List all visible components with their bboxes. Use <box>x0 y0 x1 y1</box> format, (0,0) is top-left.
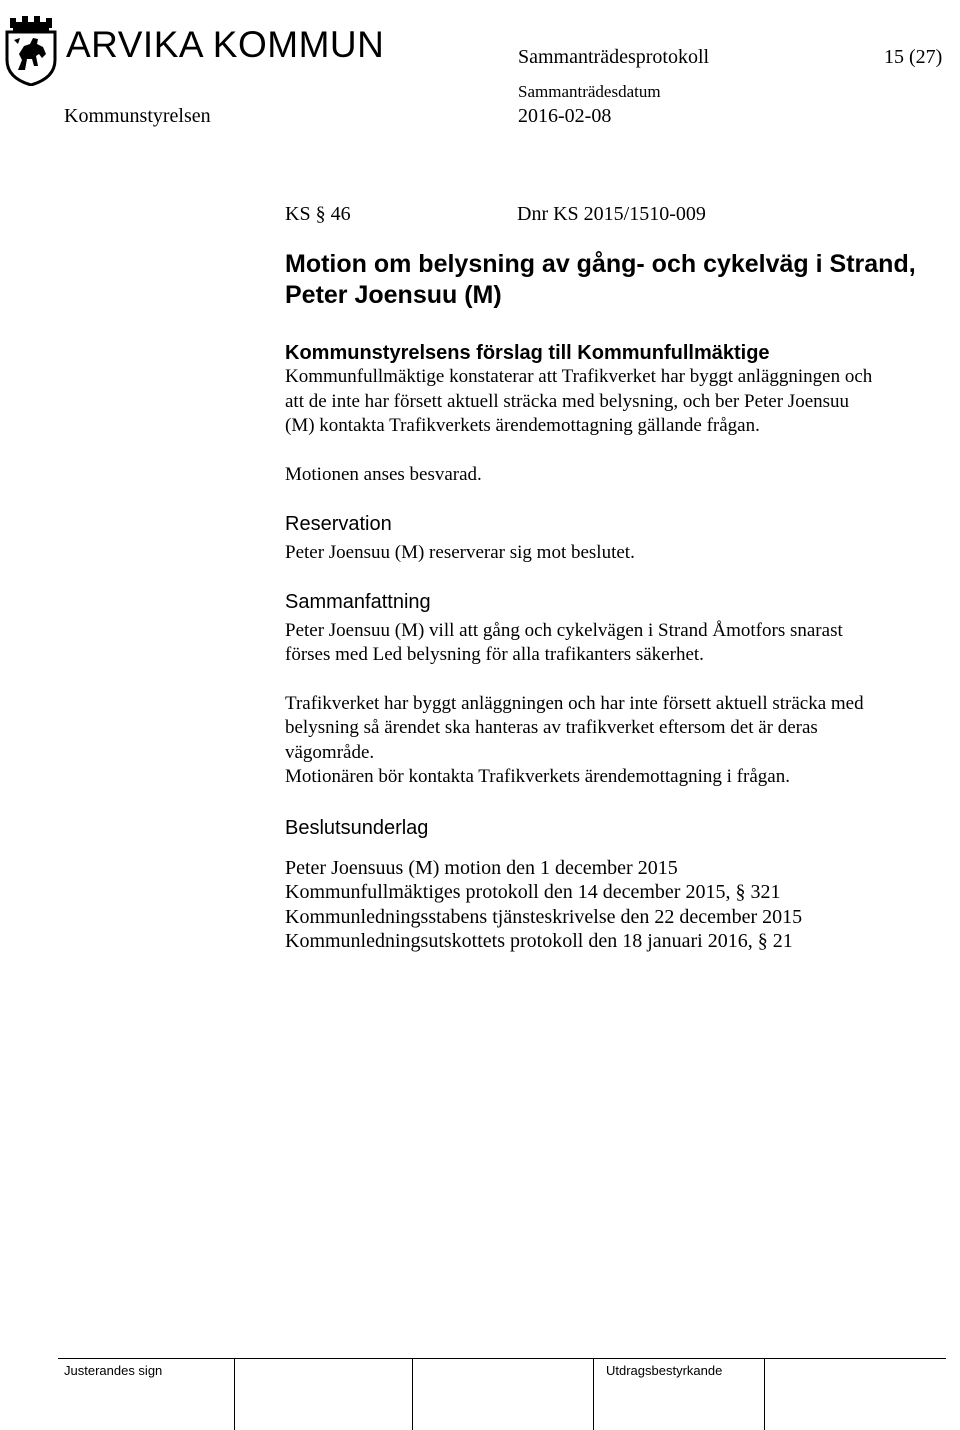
basis-list-item: Kommunledningsutskottets protokoll den 18 januari 2016, § 21 <box>285 930 793 952</box>
signature-footer <box>0 1358 960 1430</box>
footer-divider <box>234 1358 235 1430</box>
footer-rule <box>58 1358 946 1359</box>
text-line: Peter Joensuu (M) vill att gång och cykelvägen i Strand Åmotfors snarast <box>285 619 843 641</box>
basis-list-item: Kommunfullmäktiges protokoll den 14 december 2015, § 321 <box>285 881 781 903</box>
footer-divider <box>412 1358 413 1430</box>
text-line: Kommunfullmäktige konstaterar att Trafikverket har byggt anläggningen och <box>285 366 873 387</box>
case-title-line: Motion om belysning av gång- och cykelväg i Strand, <box>285 250 916 278</box>
text-line: (M) kontakta Trafikverkets ärendemottagning gällande frågan. <box>285 415 760 436</box>
text-line: Motionären bör kontakta Trafikverkets ärendemottagning i frågan. <box>285 766 790 787</box>
basis-list <box>285 856 947 954</box>
footer-divider <box>593 1358 594 1430</box>
protocol-body <box>285 202 947 954</box>
meeting-date-value: 2016-02-08 <box>518 105 612 127</box>
reservation-heading: Reservation <box>285 513 392 535</box>
case-reference-line <box>285 202 947 226</box>
proposal-text <box>285 365 947 439</box>
text-line: belysning så ärendet ska hanteras av trafikverket eftersom det är deras <box>285 717 818 738</box>
case-title-line: Peter Joensuu (M) <box>285 281 502 309</box>
text-line: förses med Led belysning för alla trafikanters säkerhet. <box>285 644 704 665</box>
municipal-coat-of-arms-logo <box>2 14 60 86</box>
organization-name: ARVIKA KOMMUN <box>66 24 385 65</box>
summary-paragraph <box>285 619 947 668</box>
proposal-heading: Kommunstyrelsens förslag till Kommunfullmäktige <box>285 342 770 364</box>
proposal-conclusion: Motionen anses besvarad. <box>285 463 482 485</box>
case-number: KS § 46 <box>285 203 351 225</box>
meeting-date-label: Sammanträdesdatum <box>518 82 661 101</box>
summary-heading: Sammanfattning <box>285 590 431 613</box>
summary-paragraph <box>285 692 947 790</box>
initials-label: Justerandes sign <box>64 1363 163 1378</box>
text-line: att de inte har försett aktuell sträcka med belysning, och ber Peter Joensuu <box>285 390 850 412</box>
basis-list-item: Kommunledningsstabens tjänsteskrivelse den 22 december 2015 <box>285 905 803 928</box>
basis-heading: Beslutsunderlag <box>285 816 429 839</box>
case-title <box>285 249 947 311</box>
text-line: Trafikverket har byggt anläggningen och har inte försett aktuell sträcka med <box>285 692 864 714</box>
case-dnr: Dnr KS 2015/1510-009 <box>517 203 706 225</box>
basis-list-item: Peter Joensuus (M) motion den 1 december 2015 <box>285 856 678 879</box>
reservation-text: Peter Joensuu (M) reserverar sig mot beslutet. <box>285 542 635 563</box>
protocol-title: Sammanträdesprotokoll <box>518 46 710 68</box>
extract-certification-label: Utdragsbestyrkande <box>606 1363 723 1378</box>
committee-name: Kommunstyrelsen <box>64 105 211 127</box>
footer-divider <box>764 1358 765 1430</box>
page-number: 15 (27) <box>884 46 943 68</box>
text-line: vägområde. <box>285 741 375 763</box>
